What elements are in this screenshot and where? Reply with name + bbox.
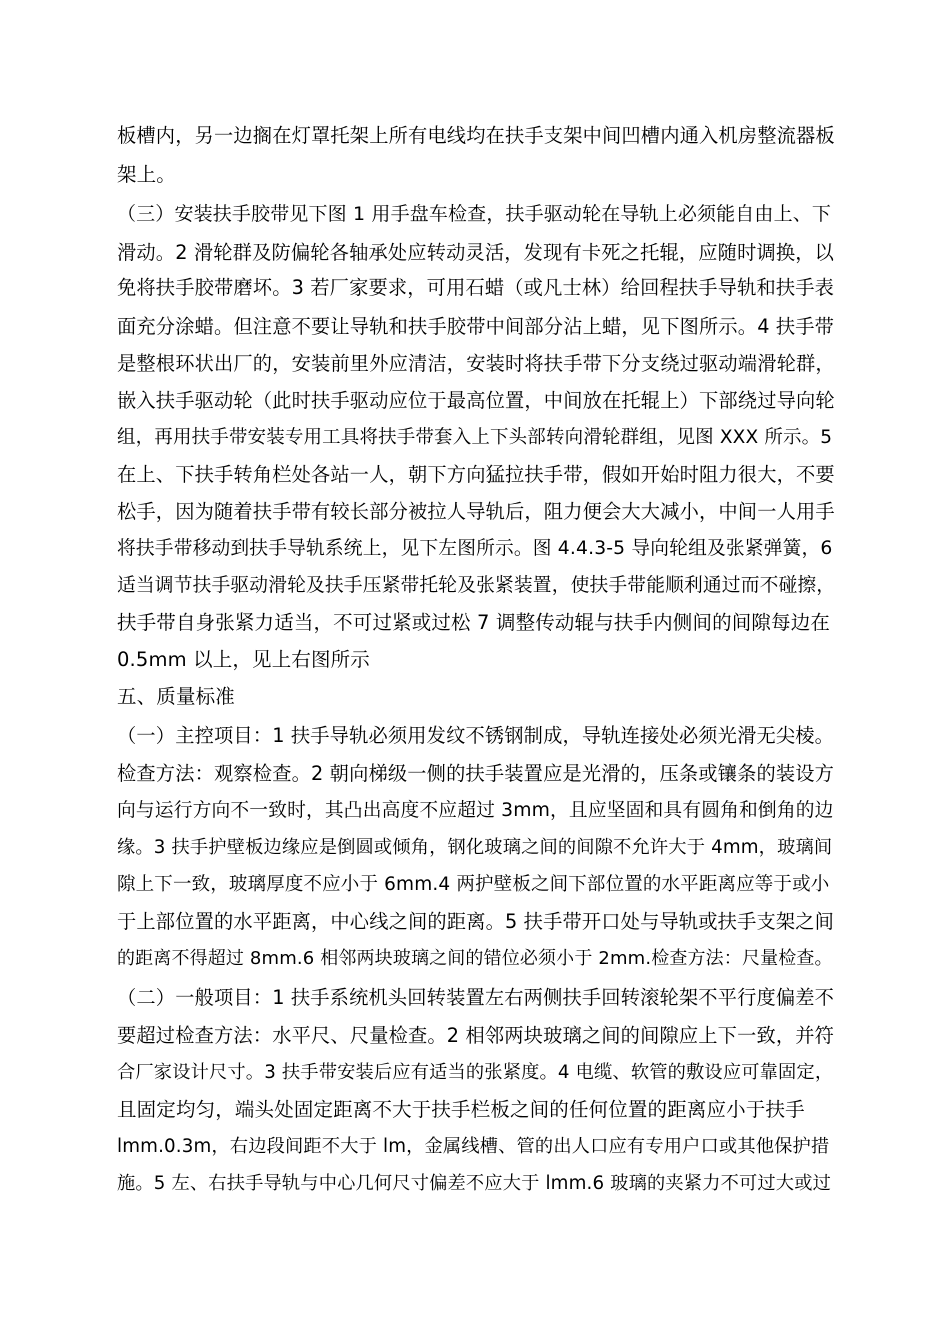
section-heading: 五、质量标准 — [117, 685, 235, 708]
text-line: lmm.0.3m，右边段间距不大于 lm，金属线槽、管的出人口应有专用户口或其他保护措 — [117, 1136, 830, 1157]
text-line: 的距离不得超过 8mm.6 相邻两块玻璃之间的错位必须小于 2mm.检查方法：尺量检查。 — [117, 948, 833, 969]
text-line: 架上。 — [117, 163, 176, 186]
text-line: 将扶手带移动到扶手导轨系统上，见下左图所示。图 4.4.3-5 导向轮组及张紧弹簧，6 — [117, 538, 833, 559]
text-line: 缘。3 扶手护壁板边缘应是倒圆或倾角，钢化玻璃之间的间隙不允许大于 4mm，玻璃间 — [117, 837, 833, 858]
text-line: 且固定均匀，端头处固定距离不大于扶手栏板之间的任何位置的距离应小于扶手 — [117, 1098, 805, 1121]
text-line: 松手，因为随着扶手带有较长部分被拉人导轨后，阻力便会大大减小，中间一人用手 — [117, 500, 835, 523]
text-line: 面充分涂蜡。但注意不要让导轨和扶手胶带中间部分沾上蜡，见下图所示。4 扶手带 — [117, 315, 835, 338]
text-line: 嵌入扶手驱动轮（此时扶手驱动应位于最高位置，中间放在托辊上）下部绕过导向轮 — [117, 389, 835, 412]
text-line: 滑动。2 滑轮群及防偏轮各轴承处应转动灵活，发现有卡死之托辊，应随时调换，以 — [117, 241, 835, 264]
text-line: 扶手带自身张紧力适当，不可过紧或过松 7 调整传动辊与扶手内侧间的间隙每边在 — [117, 611, 831, 634]
text-line: 是整根环状出厂的，安装前里外应清洁，安装时将扶手带下分支绕过驱动端滑轮群， — [117, 352, 835, 375]
text-line: 于上部位置的水平距离，中心线之间的距离。5 扶手带开口处与导轨或扶手支架之间 — [117, 910, 835, 933]
text-line: 向与运行方向不一致时，其凸出高度不应超过 3mm，且应坚固和具有圆角和倒角的边 — [117, 800, 834, 821]
text-line: 组，再用扶手带安装专用工具将扶手带套入上下头部转向滑轮群组，见图 XXX 所示。5 — [117, 427, 833, 448]
text-line: 施。5 左、右扶手导轨与中心几何尺寸偏差不应大于 lmm.6 玻璃的夹紧力不可过大或过 — [117, 1173, 832, 1194]
text-line: （二）一般项目：1 扶手系统机头回转装置左右两侧扶手回转滚轮架不平行度偏差不 — [117, 986, 835, 1009]
text-line: 0.5mm 以上，见上右图所示 — [117, 648, 370, 671]
text-line: 板槽内，另一边搁在灯罩托架上所有电线均在扶手支架中间凹槽内通入机房整流器板 — [117, 124, 835, 147]
text-line: 适当调节扶手驱动滑轮及扶手压紧带托轮及张紧装置，使扶手带能顺利通过而不碰擦， — [117, 575, 836, 596]
text-line: （一）主控项目：1 扶手导轨必须用发纹不锈钢制成，导轨连接处必须光滑无尖棱。 — [117, 724, 835, 747]
text-line: 合厂家设计尺寸。3 扶手带安装后应有适当的张紧度。4 电缆、软管的敷设应可靠固定， — [117, 1062, 834, 1083]
text-line: （三）安装扶手胶带见下图 1 用手盘车检查，扶手驱动轮在导轨上必须能自由上、下 — [117, 203, 832, 225]
text-line: 隙上下一致，玻璃厚度不应小于 6mm.4 两护壁板之间下部位置的水平距离应等于或小 — [117, 874, 830, 895]
text-line: 在上、下扶手转角栏处各站一人，朝下方向猛拉扶手带，假如开始时阻力很大，不要 — [117, 463, 835, 486]
text-line: 免将扶手胶带磨坏。3 若厂家要求，可用石蜡（或凡士林）给回程扶手导轨和扶手表 — [117, 276, 835, 299]
text-line: 要超过检查方法：水平尺、尺量检查。2 相邻两块玻璃之间的间隙应上下一致，并符 — [117, 1024, 835, 1047]
text-line: 检查方法：观察检查。2 朝向梯级一侧的扶手装置应是光滑的，压条或镶条的装设方 — [117, 762, 835, 785]
